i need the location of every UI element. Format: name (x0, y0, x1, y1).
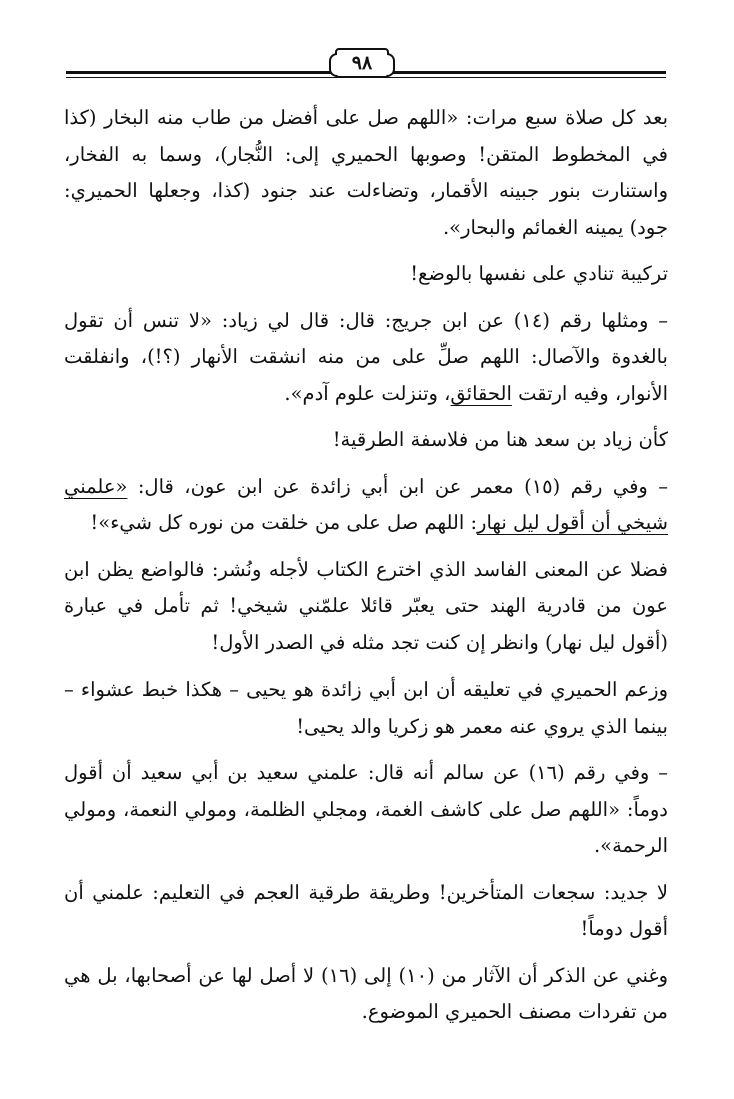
page-number: ٩٨ (335, 48, 389, 78)
paragraph-4: كأن زياد بن سعد هنا من فلاسفة الطرقية! (332, 428, 668, 451)
paragraph-8: – وفي رقم (١٦) عن سالم أنه قال: علمني سعيد بن أبي سعيد أن أقول دوماً: «اللهم صل على كاشف الغمة، ومجلي الظلمة، ومولي النعمة، ومولي الرحمة». (64, 761, 668, 857)
paragraph-7: وزعم الحميري في تعليقه أن ابن أبي زائدة هو يحيى – هكذا خبط عشواء – بينما الذي يروي عنه معمر هو زكريا والد يحيى! (64, 678, 668, 738)
paragraph-2: تركيبة تنادي على نفسها بالوضع! (410, 262, 668, 285)
paragraph-3-before: – ومثلها رقم (١٤) عن ابن جريج: قال: قال لي زياد: «لا تنس أن تقول بالغدوة والآصال: اللهم صلِّ على من منه انشقت الأنهار (؟!)، وانفلقت الأنوار، وفيه ارتقت (64, 308, 668, 405)
paragraph-1: بعد كل صلاة سبع مرات: «اللهم صل على أفضل من طاب منه البخار (كذا في المخطوط المتقن! وصوبها الحميري إلى: النُّجار)، وسما به الفخار، واستنارت بنور جبينه الأقمار، وتضاءلت عند جنود (كذا، وجعلها الحميري: جود) يمينه الغمائم والبحار». (64, 106, 668, 239)
page-header (0, 44, 734, 84)
paragraph-3 (64, 303, 668, 413)
paragraph-6: فضلا عن المعنى الفاسد الذي اخترع الكتاب لأجله ونُشر: فالواضع يظن ابن عون من قادرية الهند حتى يعبّر قائلا علمّني شيخي! ثم تأمل في عبارة (أقول ليل نهار) وانظر إن كنت تجد مثله في الصدر الأول! (64, 557, 668, 654)
paragraph-3-underlined: الحقائق (450, 381, 512, 405)
paragraph-5-after: : اللهم صل على من خلقت من نوره كل شيء»! (90, 511, 478, 534)
paragraph-9: لا جديد: سجعات المتأخرين! وطريقة طرقية العجم في التعليم: علمني أن أقول دوماً! (64, 880, 668, 940)
paragraph-5 (64, 469, 668, 542)
paragraph-5-underlined: «علمني شيخي أن أقول ليل نهار (64, 474, 668, 534)
paragraph-5-before: – وفي رقم (١٥) معمر عن ابن أبي زائدة عن ابن عون، قال: (127, 474, 668, 498)
paragraph-10: وغني عن الذكر أن الآثار من (١٠) إلى (١٦) لا أصل لها عن أصحابها، بل هي من تفردات مصنف الحميري الموضوع. (64, 963, 668, 1023)
paragraph-3-after: ، وتنزلت علوم آدم». (284, 381, 451, 405)
page-body (64, 100, 668, 1041)
